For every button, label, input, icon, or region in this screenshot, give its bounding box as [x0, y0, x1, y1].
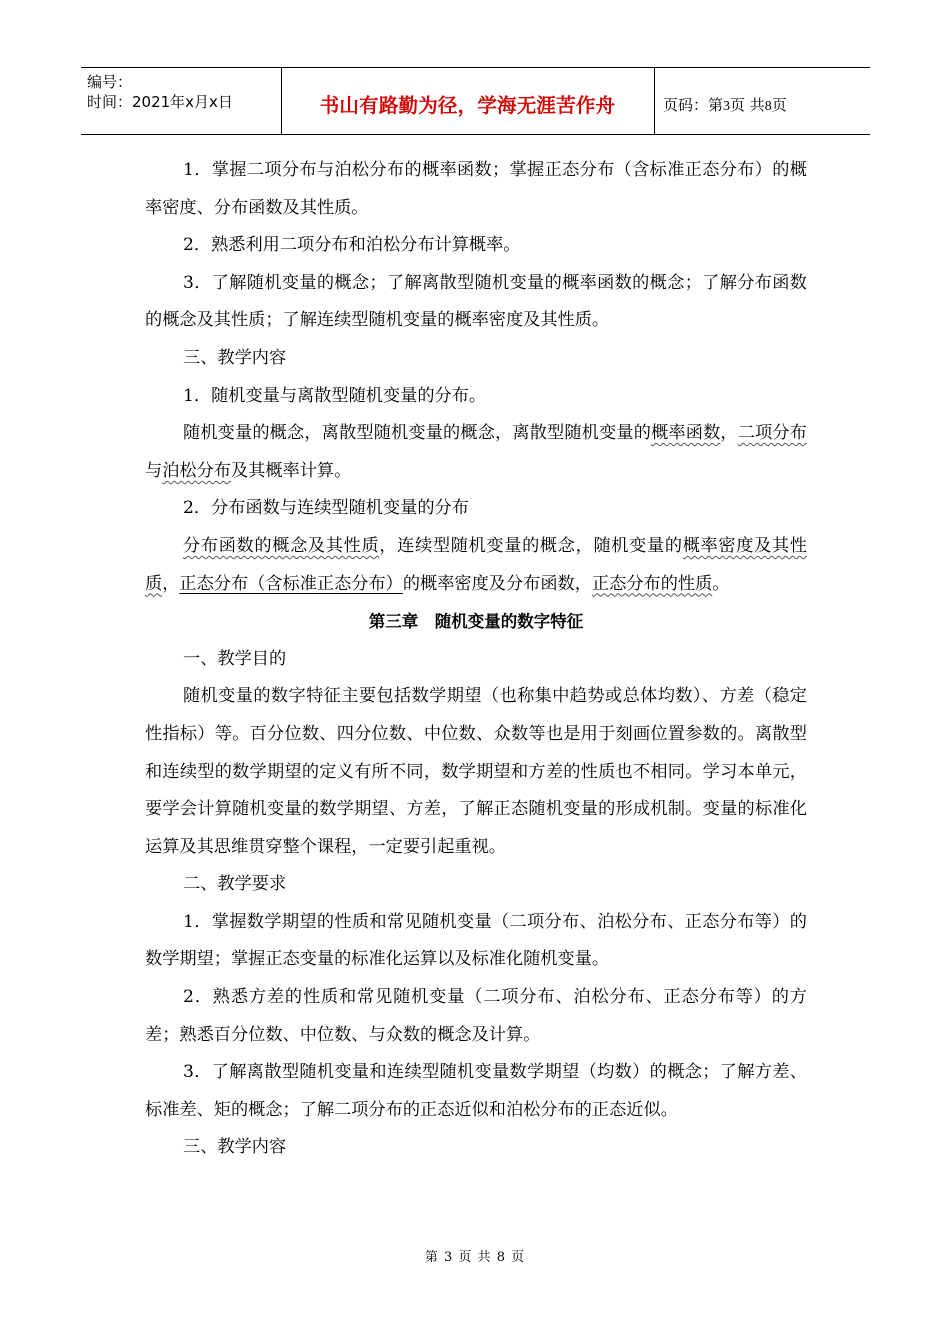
page-prefix: 页码：第 [663, 96, 724, 114]
text-run: ，连续型随机变量的概念，随机变量的 [379, 535, 683, 556]
section-heading: 二、教学要求 [183, 874, 287, 895]
section-heading: 一、教学目的 [183, 648, 287, 669]
paragraph: 1．随机变量与离散型随机变量的分布。 [183, 385, 487, 406]
chapter-title: 第三章 随机变量的数字特征 [368, 612, 584, 632]
text-run: 随机变量的概念，离散型随机变量的概念，离散型随机变量的 [183, 423, 652, 444]
paragraph: 2．分布函数与连续型随机变量的分布 [183, 498, 469, 519]
marked-term: 二项分布 [737, 423, 807, 444]
page-indicator [663, 94, 787, 115]
page-total: 8 [764, 99, 772, 114]
header-divider [654, 68, 655, 134]
paragraph [145, 528, 807, 603]
marked-term: 正态分布（含标准正态分布） [179, 573, 403, 594]
motto-text: 书山有路勤为径，学海无涯苦作舟 [319, 94, 616, 117]
page-footer: 第 3 页 共 8 页 [424, 1250, 526, 1265]
paragraph: 2．熟悉方差的性质和常见随机变量（二项分布、泊松分布、正态分布等）的方差；熟悉百分位数、中位数、与众数的概念及计算。 [145, 987, 807, 1045]
section-heading: 三、教学内容 [183, 347, 287, 368]
paragraph: 随机变量的数字特征主要包括数学期望（也称集中趋势或总体均数）、方差（稳定性指标）等。百分位数、四分位数、中位数、众数等也是用于刻画位置参数的。离散型和连续型的数学期望的定义有所不同，数学期望和方差的性质也不相同。学习本单元，要学会计算随机变量的数学期望、方差，了解正态随机变量的形成机制。变量的标准化运算及其思维贯穿整个课程，一定要引起重视。 [145, 686, 807, 857]
marked-term: 概率函数 [651, 423, 721, 444]
page-current: 3 [723, 99, 731, 114]
paragraph: 2．熟悉利用二项分布和泊松分布计算概率。 [183, 235, 521, 256]
marked-term: 泊松分布 [162, 460, 231, 481]
section-heading: 三、教学内容 [183, 1137, 287, 1158]
marked-term: 概率密度及其性质 [145, 535, 807, 594]
document-body [145, 152, 807, 1167]
paragraph: 1．掌握二项分布与泊松分布的概率函数；掌握正态分布（含标准正态分布）的概率密度、分布函数及其性质。 [145, 160, 807, 218]
page-mid: 页 共 [730, 96, 765, 114]
paragraph [145, 415, 807, 490]
text-run: 。 [712, 573, 730, 594]
text-run: ， [162, 573, 180, 594]
paragraph: 1．掌握数学期望的性质和常见随机变量（二项分布、泊松分布、正态分布等）的数学期望；掌握正态变量的标准化运算以及标准化随机变量。 [145, 911, 807, 970]
document-header [81, 67, 870, 135]
marked-term: 分布函数的概念及其性质 [183, 535, 380, 556]
number-label: 编号： [87, 73, 133, 91]
marked-term: 正态分布的性质 [591, 573, 713, 594]
paragraph: 3．了解随机变量的概念；了解离散型随机变量的概率函数的概念；了解分布函数的概念及其性质；了解连续型随机变量的概率密度及其性质。 [145, 272, 807, 331]
text-run: 及其概率计算。 [230, 460, 352, 481]
page-suffix: 页 [771, 96, 787, 114]
date-label: 时间：2021年x月x日 [87, 93, 233, 111]
header-left-cell [87, 72, 233, 112]
paragraph: 3．了解离散型随机变量和连续型随机变量数学期望（均数）的概念；了解方差、标准差、矩的概念；了解二项分布的正态近似和泊松分布的正态近似。 [145, 1062, 807, 1120]
text-run: ， [720, 423, 738, 444]
text-run: 与 [145, 460, 163, 481]
text-run: 的概率密度及分布函数， [402, 573, 592, 594]
